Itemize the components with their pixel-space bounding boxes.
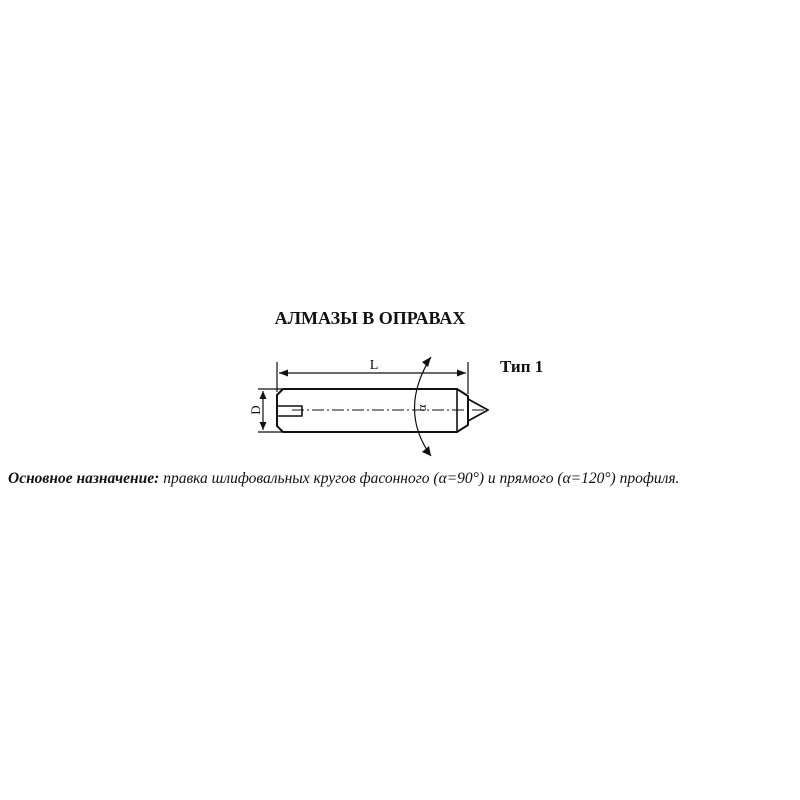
purpose-text (8, 470, 798, 488)
angle-dimension-label: α (414, 404, 429, 412)
diameter-dimension-label: D (248, 405, 263, 415)
purpose-label: Основное назначение: (8, 470, 160, 487)
type-label: Тип 1 (500, 357, 544, 376)
length-dimension-label: L (369, 358, 379, 373)
screw-slot (277, 406, 302, 416)
page-title: АЛМАЗЫ В ОПРАВАХ (274, 308, 466, 328)
purpose-description: правка шлифовальных кругов фасонного (α=90°) и прямого (α=120°) профиля. (159, 470, 680, 487)
